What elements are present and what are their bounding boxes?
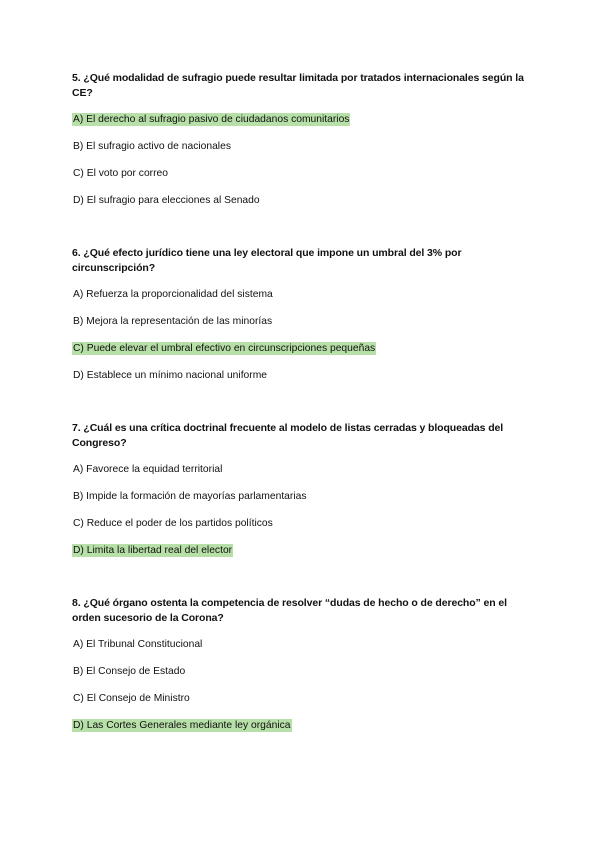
option-text: C) Reduce el poder de los partidos políticos <box>73 518 273 529</box>
option-text: D) Las Cortes Generales mediante ley orgánica <box>73 720 291 731</box>
option-d <box>72 719 532 732</box>
option-d <box>72 544 532 557</box>
option-text: B) El sufragio activo de nacionales <box>73 141 231 152</box>
option-text: D) Limita la libertad real del elector <box>73 545 233 556</box>
options-list <box>72 288 532 382</box>
option-text: D) Establece un mínimo nacional uniforme <box>73 370 268 381</box>
options-list <box>72 638 532 732</box>
option-a <box>72 463 532 476</box>
option-d <box>72 194 532 207</box>
option-text: A) El derecho al sufragio pasivo de ciudadanos comunitarios <box>73 114 350 125</box>
question-title: 5. ¿Qué modalidad de sufragio puede resultar limitada por tratados internacionales según la CE? <box>72 72 524 99</box>
option-text: C) El Consejo de Ministro <box>73 693 190 704</box>
option-text: B) Mejora la representación de las minorías <box>73 316 273 327</box>
option-b <box>72 665 532 678</box>
option-text: A) Favorece la equidad territorial <box>73 464 223 475</box>
question-6 <box>72 246 532 396</box>
option-text: C) El voto por correo <box>73 168 168 179</box>
option-c <box>72 167 532 180</box>
option-b <box>72 140 532 153</box>
question-5 <box>72 71 532 221</box>
question-title: 6. ¿Qué efecto jurídico tiene una ley electoral que impone un umbral del 3% por circunscripción? <box>72 247 462 274</box>
option-b <box>72 490 532 503</box>
question-8 <box>72 596 532 746</box>
options-list <box>72 463 532 557</box>
options-list <box>72 113 532 207</box>
option-a <box>72 113 532 126</box>
question-title: 7. ¿Cuál es una crítica doctrinal frecuente al modelo de listas cerradas y bloqueadas del Congreso? <box>72 422 504 449</box>
question-title: 8. ¿Qué órgano ostenta la competencia de resolver “dudas de hecho o de derecho” en el orden sucesorio de la Corona? <box>72 597 507 624</box>
option-text: B) El Consejo de Estado <box>73 666 186 677</box>
option-d <box>72 369 532 382</box>
option-text: A) Refuerza la proporcionalidad del sistema <box>73 289 273 300</box>
option-text: B) Impide la formación de mayorías parlamentarias <box>73 491 307 502</box>
option-c <box>72 517 532 530</box>
option-c <box>72 342 532 355</box>
option-c <box>72 692 532 705</box>
option-a <box>72 288 532 301</box>
option-text: A) El Tribunal Constitucional <box>73 639 203 650</box>
option-text: D) El sufragio para elecciones al Senado <box>73 195 260 206</box>
option-b <box>72 315 532 328</box>
option-text: C) Puede elevar el umbral efectivo en circunscripciones pequeñas <box>73 343 376 354</box>
option-a <box>72 638 532 651</box>
question-7 <box>72 421 532 571</box>
